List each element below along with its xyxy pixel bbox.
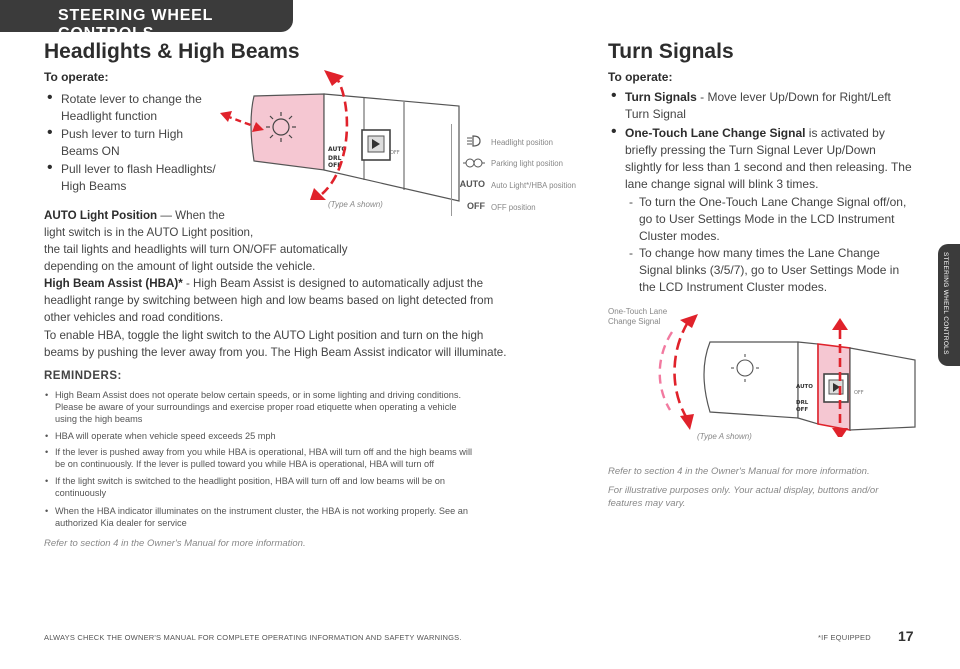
side-section-tab [938,244,960,366]
right-operate-label: To operate: [608,70,673,84]
illustrative-disclaimer: For illustrative purposes only. Your actual display, buttons and/or features may vary. [608,485,879,509]
auto-light-paragraph: AUTO Light Position — When the light switch is in the AUTO Light position, the tail lights and headlights will turn ON/OFF automatically depending on the amount of light outside the vehicle. [44,209,348,273]
hba-paragraph: High Beam Assist (HBA)* - High Beam Assist is designed to automatically adjust the headlight range by switching between high and low beams based on light detected from other vehicles and road conditions. [44,277,494,324]
turn-signal-lever-illustration [650,312,920,437]
legend-off-text: OFF position [491,203,536,212]
legend-off-icon: OFF [467,201,485,211]
right-type-shown: (Type A shown) [697,432,752,441]
left-bullet-1: • Rotate lever to change the Headlight function [47,89,202,123]
one-touch-callout: One-Touch Lane Change Signal [608,307,668,326]
left-bullet-2: • Push lever to turn High Beams ON [47,124,184,158]
reminder-item: • High Beam Assist does not operate below certain speeds, or in some lighting and driving conditions. Please be aware of your surroundings and exercise proper road etiquette when operating a vehicle using the high beams [45,390,462,424]
one-touch-bullet: • One-Touch Lane Change Signal is activated by briefly pressing the Turn Signal Lever Up/Down slightly for less than 1 second and then releasing. The lane change signal will blink 3 times. [611,123,912,191]
lever-off2-label: OFF [390,150,400,156]
page-number: 17 [898,628,914,644]
section-header-tab [0,0,293,42]
legend-auto-icon: AUTO [459,179,485,189]
side-tab-text: STEERING WHEEL CONTROLS [942,252,949,355]
legend-parking-text: Parking light position [491,159,563,168]
reminder-item: • When the HBA indicator illuminates on the instrument cluster, the HBA is not working properly. See an authorized Kia dealer for service [45,506,468,528]
r-lever-drl-label: DRL [796,400,809,406]
dash-item-2: - To change how many times the Lane Change Signal blinks (3/5/7), go to User Settings Mode in the LCD Instrument Cluster modes. [629,246,900,294]
reminder-item: • If the lever is pushed away from you while HBA is operational, HBA will turn off and the high beams will be on continuously. If the lever is pulled toward you while HBA is operational, HBA will turn off [45,447,473,469]
parking-light-icon [453,157,485,171]
footer-equipped: *IF EQUIPPED [818,633,871,642]
headlight-lever-illustration [214,66,464,216]
reminder-item: • HBA will operate when vehicle speed exceeds 25 mph [45,431,276,441]
headlight-icon [453,135,485,149]
legend-auto-text: Auto Light*/HBA position [491,181,576,190]
left-refer-note: Refer to section 4 in the Owner's Manual for more information. [44,538,306,549]
reminders-title: REMINDERS: [44,370,122,382]
headlights-title: Headlights & High Beams [44,40,300,63]
right-refer-note: Refer to section 4 in the Owner's Manual for more information. [608,466,870,477]
left-type-shown: (Type A shown) [328,200,383,209]
section-header-title: STEERING WHEEL CONTROLS [58,7,213,42]
r-lever-auto-label: AUTO [796,384,813,390]
lever-auto-label: AUTO [328,146,347,153]
lever-off-label: OFF [328,162,342,169]
left-bullet-3: • Pull lever to flash Headlights/ High Beams [47,159,216,193]
r-lever-off2-label: OFF [854,390,864,396]
legend-divider [451,124,452,216]
dash-item-1: - To turn the One-Touch Lane Change Signal off/on, go to User Settings Mode in the LCD Instrument Cluster modes. [629,195,907,243]
lever-drl-label: DRL [328,155,342,162]
turn-signal-bullet: • Turn Signals - Move lever Up/Down for Right/Left Turn Signal [611,87,891,121]
enable-hba-paragraph: To enable HBA, toggle the light switch to the AUTO Light position and turn on the high beams by pushing the lever away from you. The High Beam Assist indicator will illuminate. [44,329,507,359]
turn-signals-title: Turn Signals [608,40,734,63]
left-operate-label: To operate: [44,70,109,84]
r-lever-off-label: OFF [796,407,809,413]
legend-headlight-text: Headlight position [491,138,553,147]
reminder-item: • If the light switch is switched to the headlight position, HBA will turn off and low beams will be on continuously [45,476,445,498]
footer-warning: ALWAYS CHECK THE OWNER'S MANUAL FOR COMPLETE OPERATING INFORMATION AND SAFETY WARNINGS. [44,633,462,642]
